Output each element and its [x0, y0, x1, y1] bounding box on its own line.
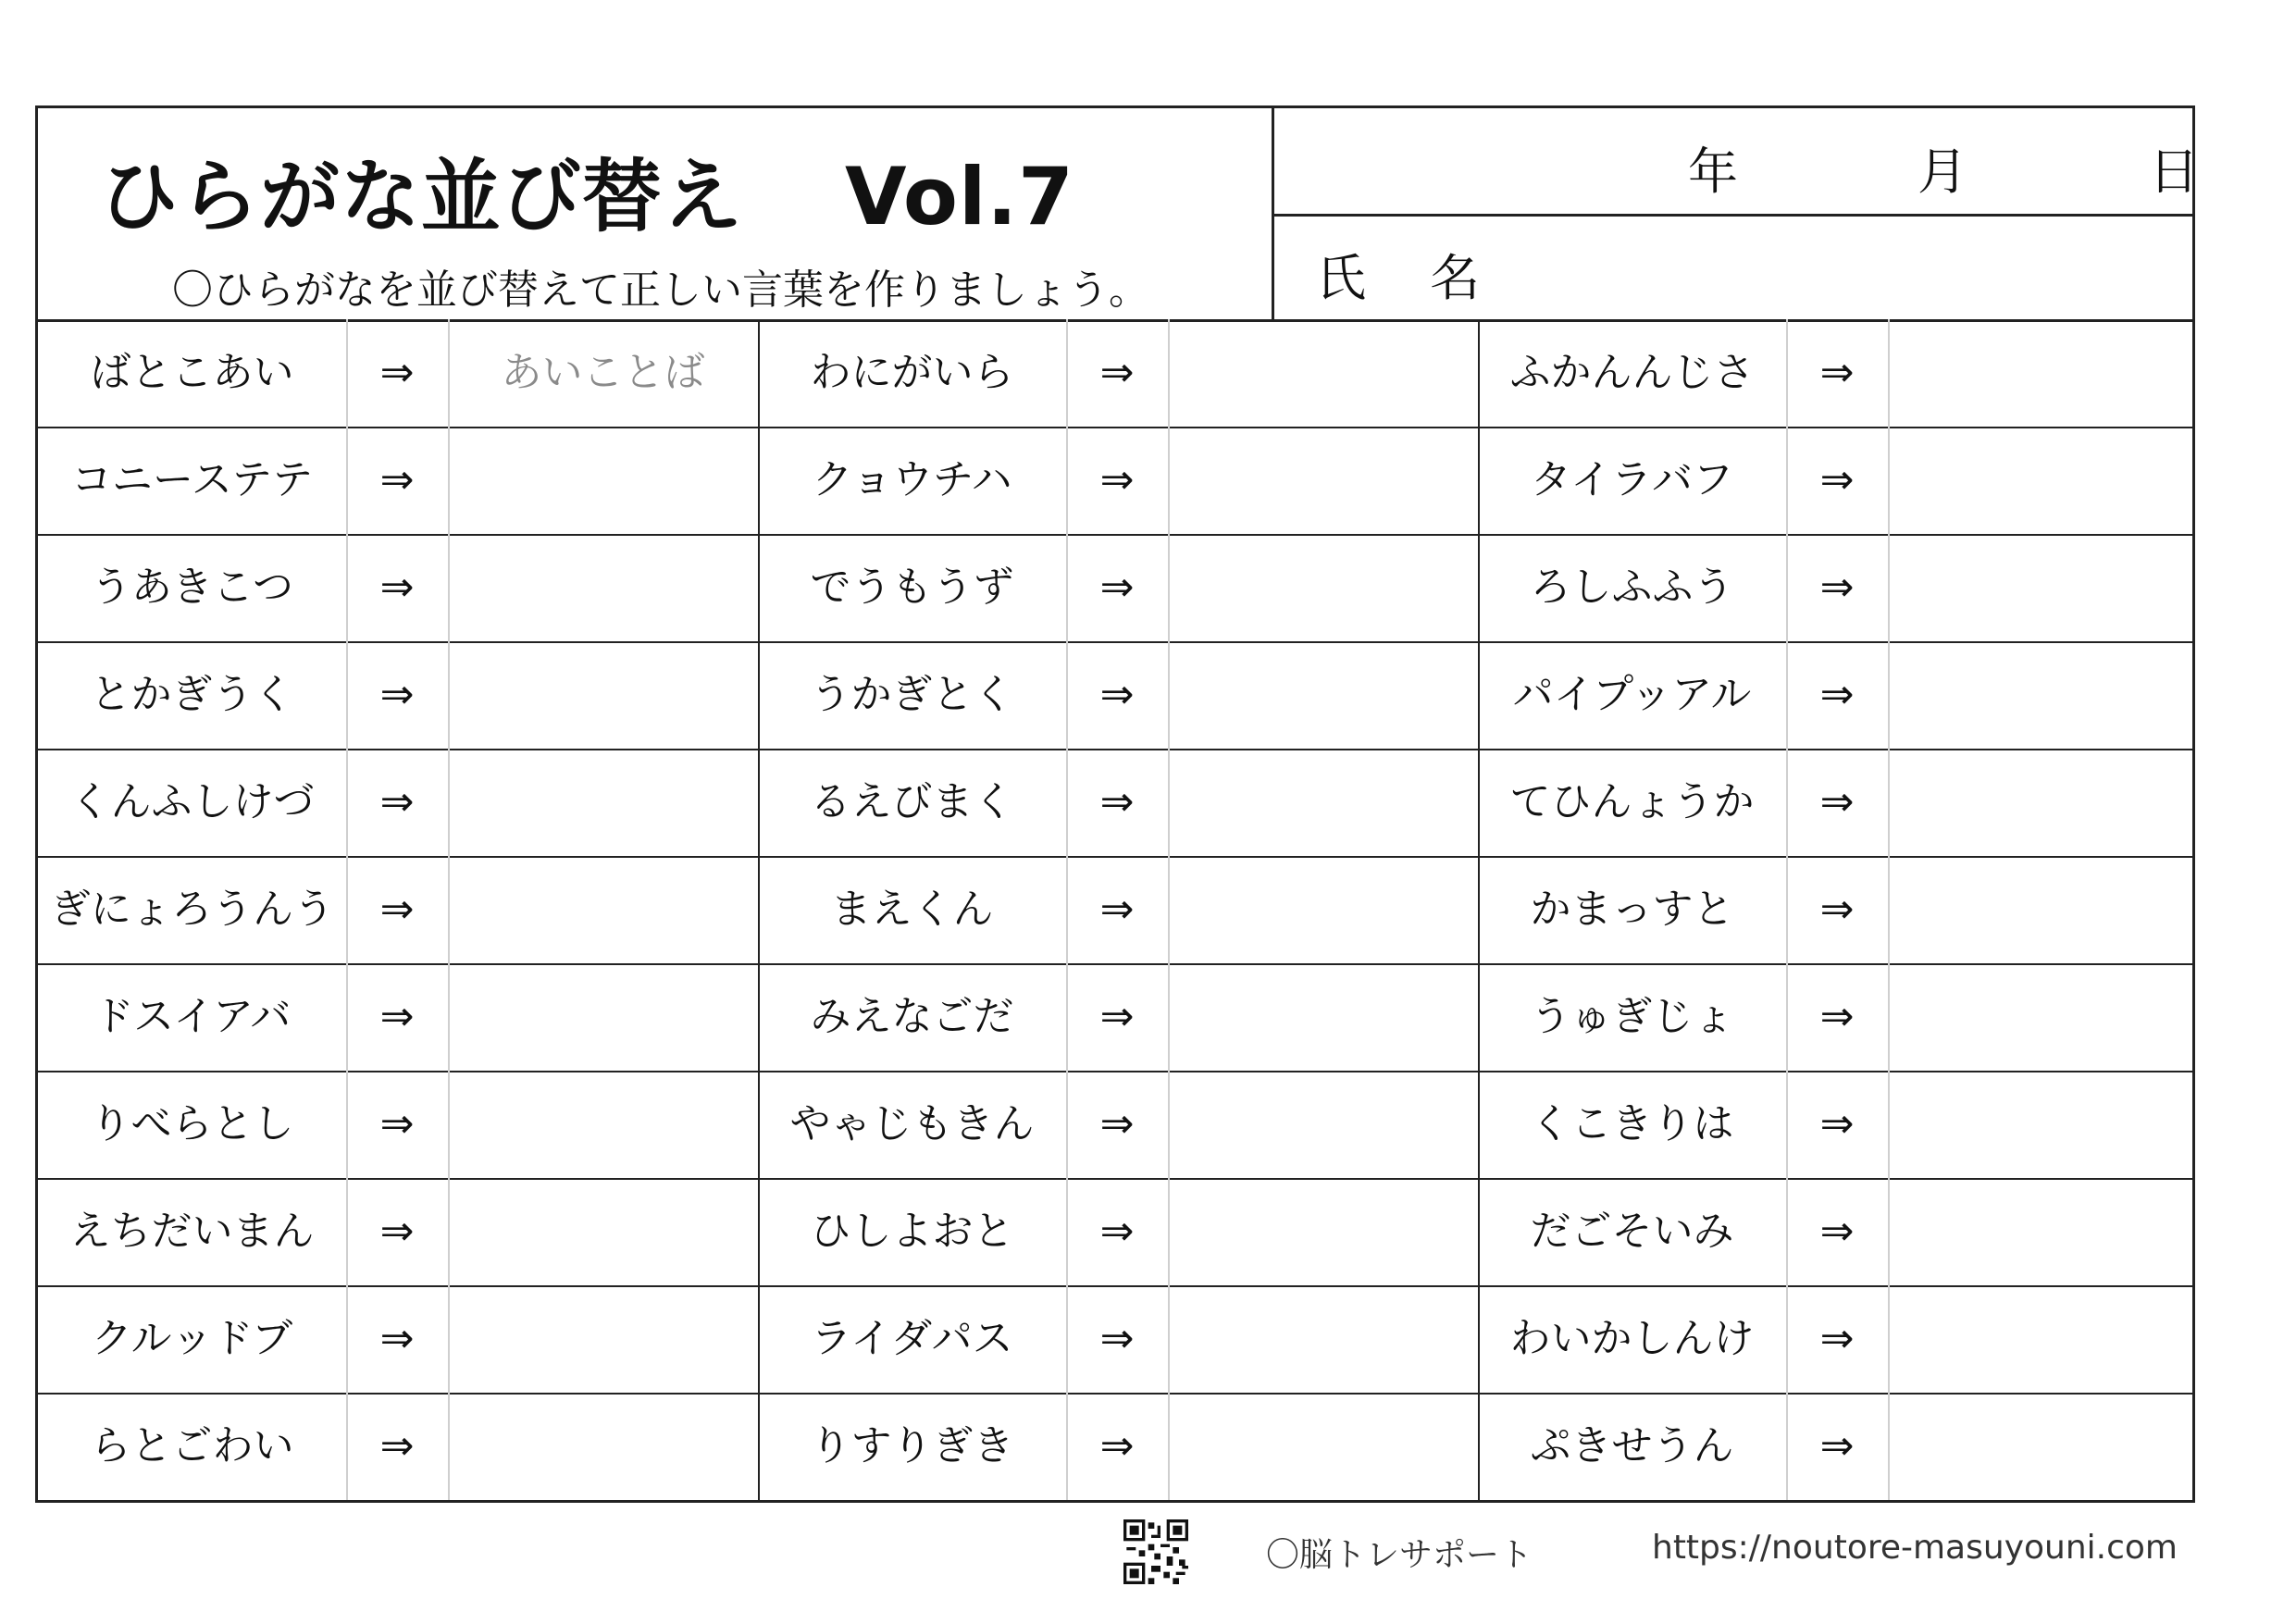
- answer-field[interactable]: [1168, 641, 1478, 749]
- answer-field[interactable]: [448, 963, 758, 1071]
- scrambled-word: クョウチハ: [812, 456, 1012, 503]
- scrambled-word: うかぎとく: [810, 671, 1014, 718]
- scrambled-word: とかぎうく: [90, 671, 294, 718]
- arrow-icon: ⇒: [1099, 886, 1135, 933]
- scrambled-word: かまっすと: [1530, 886, 1734, 933]
- arrow-icon: ⇒: [1099, 456, 1135, 503]
- scrambled-word: てひんょうか: [1509, 778, 1755, 825]
- worksheet-header: [38, 108, 2199, 322]
- scrambled-word: わにがいら: [810, 349, 1014, 396]
- scrambled-word: パイプッアル: [1512, 671, 1752, 718]
- footer-brand: 〇脳トレサポート: [1266, 1536, 1533, 1574]
- scrambled-word: みえなごだ: [810, 993, 1014, 1040]
- answer-field[interactable]: [1888, 1178, 2198, 1285]
- qr-code-icon: [1123, 1519, 1188, 1584]
- answer-field[interactable]: [448, 534, 758, 641]
- name-field[interactable]: [1274, 217, 2192, 319]
- arrow-icon: ⇒: [1099, 671, 1135, 718]
- arrow-icon: ⇒: [1099, 778, 1135, 825]
- arrow-icon: ⇒: [379, 349, 415, 396]
- arrow-icon: ⇒: [1819, 1422, 1855, 1469]
- arrow-icon: ⇒: [1819, 564, 1855, 611]
- arrow-icon: ⇒: [1819, 456, 1855, 503]
- arrow-icon: ⇒: [1819, 778, 1855, 825]
- answer-field[interactable]: [1168, 319, 1478, 427]
- answer-field[interactable]: [1888, 1393, 2198, 1500]
- footer-url-link[interactable]: https://noutore-masuyouni.com: [1652, 1529, 2178, 1567]
- footer: [0, 1508, 2296, 1582]
- scrambled-word: コニーステテ: [71, 456, 313, 503]
- date-month-label: 月: [1917, 143, 1967, 201]
- scrambled-word: でうもうず: [810, 564, 1014, 611]
- volume-label: Vol.7: [845, 151, 1074, 243]
- scrambled-word: ライダパス: [811, 1315, 1013, 1362]
- answer-field[interactable]: [448, 1393, 758, 1500]
- arrow-icon: ⇒: [379, 1208, 415, 1255]
- arrow-icon: ⇒: [379, 1422, 415, 1469]
- answer-field[interactable]: [1888, 534, 2198, 641]
- answer-field[interactable]: [1888, 1285, 2198, 1393]
- arrow-icon: ⇒: [1819, 886, 1855, 933]
- answer-field[interactable]: [448, 1071, 758, 1178]
- answer-field[interactable]: [1888, 749, 2198, 856]
- instruction-text: 〇ひらがなを並び替えて正しい言葉を作りましょう。: [172, 267, 1149, 314]
- scrambled-word: まえくん: [830, 886, 994, 933]
- arrow-icon: ⇒: [379, 671, 415, 718]
- arrow-icon: ⇒: [1819, 671, 1855, 718]
- arrow-icon: ⇒: [1099, 1100, 1135, 1147]
- scrambled-word: くんふしけづ: [69, 778, 315, 825]
- arrow-icon: ⇒: [1099, 349, 1135, 396]
- answer-field[interactable]: [1168, 534, 1478, 641]
- page-title: [99, 132, 1074, 247]
- answer-field[interactable]: [1168, 749, 1478, 856]
- answer-field[interactable]: あいことば: [501, 349, 705, 396]
- scrambled-word: ぎにょろうんう: [49, 886, 335, 933]
- answer-field[interactable]: [1888, 319, 2198, 427]
- scrambled-word: わいかしんけ: [1509, 1315, 1755, 1362]
- scrambled-word: タイラバフ: [1530, 456, 1734, 503]
- scrambled-word: くこきりは: [1530, 1100, 1734, 1147]
- arrow-icon: ⇒: [1819, 1315, 1855, 1362]
- arrow-icon: ⇒: [1819, 349, 1855, 396]
- arrow-icon: ⇒: [1099, 1208, 1135, 1255]
- scrambled-word: だごそいみ: [1530, 1208, 1734, 1255]
- arrow-icon: ⇒: [379, 456, 415, 503]
- answer-field[interactable]: [1888, 641, 2198, 749]
- date-year-label: 年: [1688, 143, 1738, 201]
- arrow-icon: ⇒: [1099, 1315, 1135, 1362]
- scrambled-word: ぷきせうん: [1530, 1422, 1734, 1469]
- scrambled-word: うゅぎじょ: [1530, 993, 1734, 1040]
- scrambled-word: りすりぎき: [810, 1422, 1014, 1469]
- arrow-icon: ⇒: [1099, 564, 1135, 611]
- scrambled-word: ふかんんじさ: [1509, 349, 1755, 396]
- scrambled-word: ばとこあい: [90, 349, 294, 396]
- date-field[interactable]: [1274, 108, 2199, 217]
- arrow-icon: ⇒: [379, 778, 415, 825]
- scrambled-word: やゃじもきん: [789, 1100, 1035, 1147]
- date-day-label: 日: [2149, 143, 2199, 201]
- arrow-icon: ⇒: [379, 886, 415, 933]
- arrow-icon: ⇒: [1819, 1208, 1855, 1255]
- arrow-icon: ⇒: [379, 993, 415, 1040]
- puzzle-grid: [38, 319, 2192, 1500]
- worksheet: [35, 105, 2199, 1503]
- answer-field[interactable]: [1168, 1285, 1478, 1393]
- answer-field[interactable]: [448, 641, 758, 749]
- answer-field[interactable]: [1168, 1071, 1478, 1178]
- scrambled-word: ドスイアバ: [93, 993, 292, 1040]
- arrow-icon: ⇒: [1819, 993, 1855, 1040]
- answer-field[interactable]: [1168, 1178, 1478, 1285]
- answer-field[interactable]: [448, 427, 758, 534]
- title-text: ひらがな並び替え: [99, 151, 743, 243]
- answer-field[interactable]: [448, 1178, 758, 1285]
- arrow-icon: ⇒: [379, 1315, 415, 1362]
- answer-field[interactable]: [448, 749, 758, 856]
- name-label: 氏 名: [1316, 249, 1505, 307]
- scrambled-word: えちだいまん: [69, 1208, 315, 1255]
- scrambled-word: クルッドブ: [91, 1315, 293, 1362]
- answer-field[interactable]: [1888, 963, 2198, 1071]
- scrambled-word: うあきこつ: [90, 564, 294, 611]
- scrambled-word: ろしふふう: [1530, 564, 1734, 611]
- answer-field[interactable]: [1168, 856, 1478, 963]
- scrambled-word: らとごわい: [90, 1422, 294, 1469]
- arrow-icon: ⇒: [379, 564, 415, 611]
- answer-field[interactable]: [448, 856, 758, 963]
- arrow-icon: ⇒: [379, 1100, 415, 1147]
- answer-field[interactable]: [1168, 1393, 1478, 1500]
- scrambled-word: ひしよおと: [810, 1208, 1014, 1255]
- answer-field[interactable]: [1168, 427, 1478, 534]
- scrambled-word: るえびまく: [810, 778, 1014, 825]
- answer-field[interactable]: [1888, 1071, 2198, 1178]
- answer-field[interactable]: [1168, 963, 1478, 1071]
- arrow-icon: ⇒: [1099, 993, 1135, 1040]
- arrow-icon: ⇒: [1819, 1100, 1855, 1147]
- answer-field[interactable]: [448, 1285, 758, 1393]
- scrambled-word: りべらとし: [90, 1100, 294, 1147]
- answer-field[interactable]: [1888, 856, 2198, 963]
- arrow-icon: ⇒: [1099, 1422, 1135, 1469]
- answer-field[interactable]: [1888, 427, 2198, 534]
